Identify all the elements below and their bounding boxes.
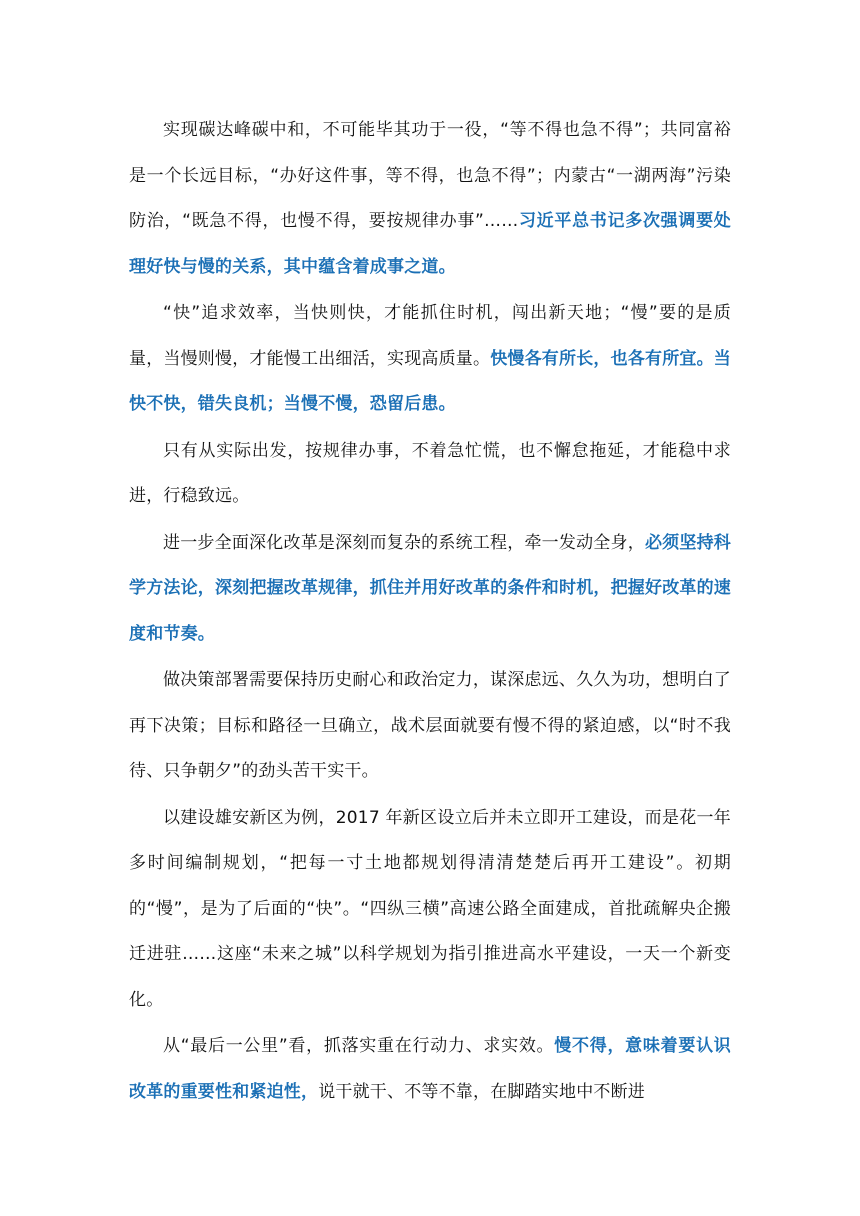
highlighted-text: 慢不得，意味着要认识改革的重要性和紧迫性， xyxy=(129,1036,732,1102)
paragraph-text: 实现碳达峰碳中和，不可能毕其功于一役，“等不得也急不得”；共同富裕是一个长远目标，“办好这件事，等不得，也急不得”；内蒙古“一湖两海”污染防治，“既急不得，也慢不得，要按规律办事”…… xyxy=(129,120,731,231)
highlighted-text: 必须坚持科学方法论，深刻把握改革规律，抓住并用好改革的条件和时机，把握好改革的速度和节奏。 xyxy=(129,532,732,644)
paragraph-2 xyxy=(129,291,731,428)
paragraph-1 xyxy=(129,108,731,290)
paragraph-5 xyxy=(129,658,731,795)
paragraph-6 xyxy=(129,796,731,1024)
highlighted-text: 快慢各有所长，也各有所宜。当快不快，错失良机；当慢不慢，恐留后患。 xyxy=(129,348,732,414)
article-body xyxy=(129,108,731,1116)
paragraph-text: “快”追求效率，当快则快，才能抓住时机，闯出新天地；“慢”要的是质量，当慢则慢，才能慢工出细活，实现高质量。 xyxy=(129,303,731,369)
paragraph-text: 做决策部署需要保持历史耐心和政治定力，谋深虑远、久久为功，想明白了再下决策；目标和路径一旦确立，战术层面就要有慢不得的紧迫感，以“时不我待、只争朝夕”的劲头苦干实干。 xyxy=(129,670,731,781)
paragraph-text: 只有从实际出发，按规律办事，不着急忙慌，也不懈怠拖延，才能稳中求进，行稳致远。 xyxy=(129,440,731,506)
paragraph-4 xyxy=(129,521,731,658)
paragraph-3 xyxy=(129,429,731,520)
paragraph-text: 以建设雄安新区为例，2017 年新区设立后并未立即开工建设，而是花一年多时间编制规划，“把每一寸土地都规划得清清楚楚后再开工建设”。初期的“慢”，是为了后面的“快”。“四纵三横”高速公路全面建成，首批疏解央企搬迁进驻……这座“未来之城”以科学规划为指引推进高水平建设，一天一个新变化。 xyxy=(129,807,731,1010)
paragraph-text: 进一步全面深化改革是深刻而复杂的系统工程，牵一发动全身， xyxy=(163,532,645,553)
paragraph-text: 从“最后一公里”看，抓落实重在行动力、求实效。 xyxy=(163,1036,555,1056)
highlighted-text: 习近平总书记多次强调要处理好快与慢的关系，其中蕴含着成事之道。 xyxy=(129,211,731,277)
paragraph-7 xyxy=(129,1024,731,1115)
paragraph-text: 说干就干、不等不靠，在脚踏实地中不断进 xyxy=(318,1081,646,1102)
